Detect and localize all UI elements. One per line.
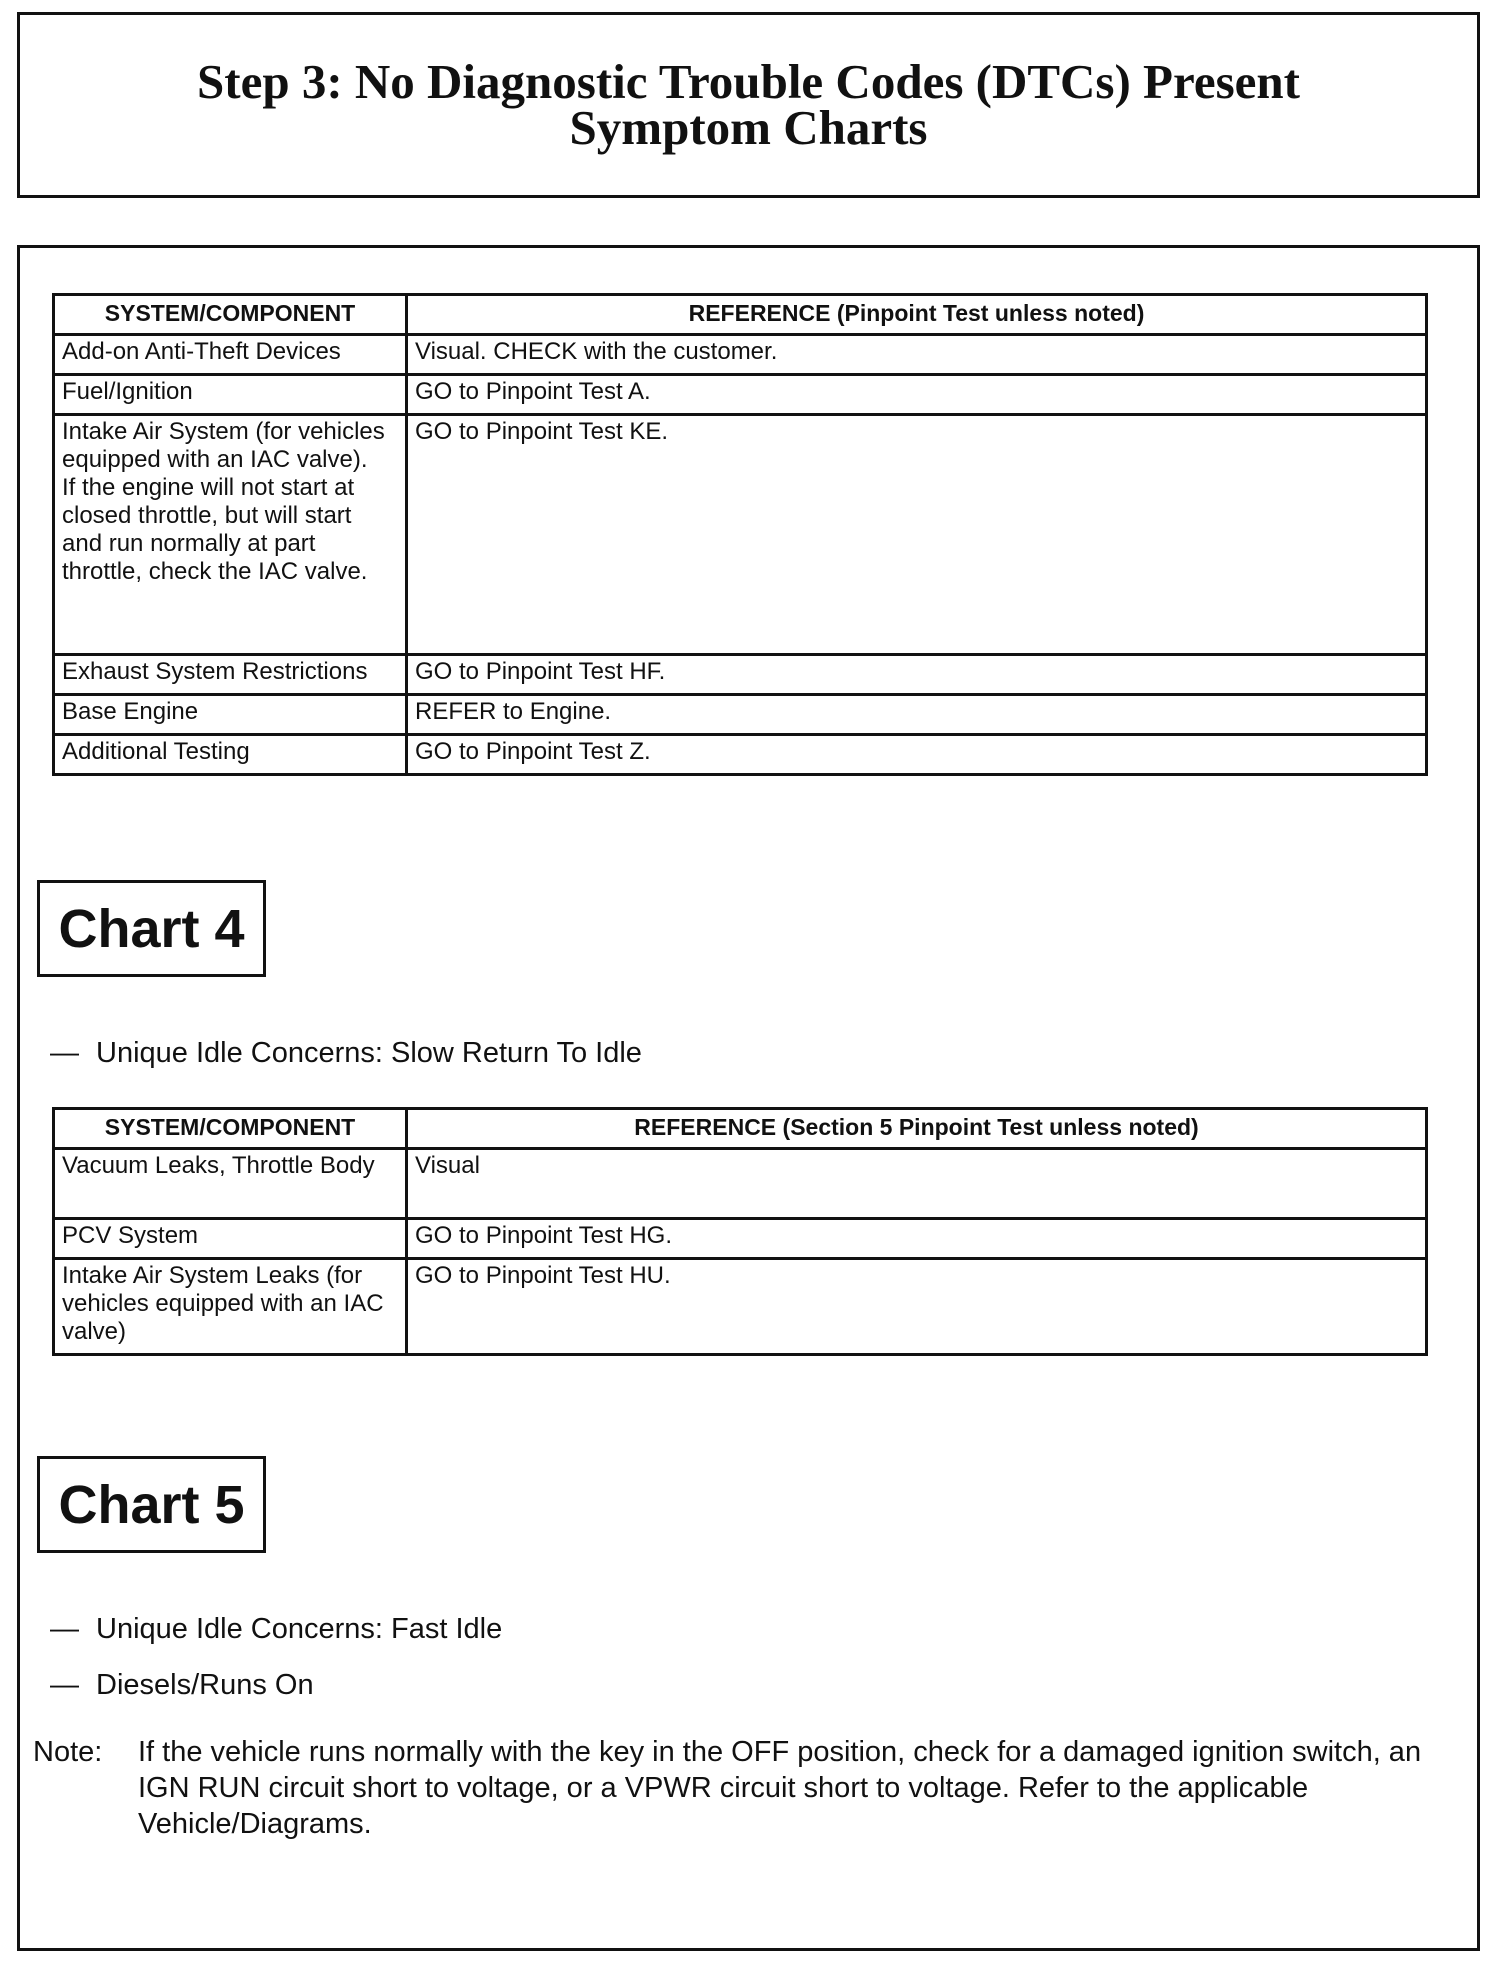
table-row	[54, 695, 1427, 735]
chart-5-concern-1	[50, 1612, 502, 1646]
page-title: Step 3: No Diagnostic Trouble Codes (DTCs) Present	[197, 54, 1300, 109]
dash-glyph: —	[50, 1037, 79, 1069]
chart-5-concern-2	[50, 1668, 314, 1702]
reference-cell: REFER to Engine.	[407, 695, 1427, 735]
table-header-reference: REFERENCE (Section 5 Pinpoint Test unless noted)	[407, 1109, 1427, 1149]
dash-glyph: —	[50, 1669, 79, 1701]
chart-4-label: Chart 4	[37, 880, 266, 977]
table-row	[54, 1149, 1427, 1219]
component-cell: PCV System	[54, 1219, 407, 1259]
table-row	[54, 655, 1427, 695]
symptom-table-1	[52, 293, 1428, 776]
page-title-box	[17, 12, 1480, 198]
component-cell: Intake Air System Leaks (for vehicles equipped with an IAC valve)	[54, 1259, 407, 1355]
reference-cell: GO to Pinpoint Test HU.	[407, 1259, 1427, 1355]
note-text: If the vehicle runs normally with the key in the OFF position, check for a damaged ignition switch, an IGN RUN circuit short to voltage, or a VPWR circuit short to voltage. Refer to the applicable Vehicle/Diagrams.	[138, 1736, 1422, 1840]
table-header-component: SYSTEM/COMPONENT	[54, 1109, 407, 1149]
component-cell: Fuel/Ignition	[54, 375, 407, 415]
table-row	[54, 735, 1427, 775]
reference-cell: GO to Pinpoint Test KE.	[407, 415, 1427, 655]
chart-4-concern	[50, 1036, 642, 1070]
reference-cell: GO to Pinpoint Test Z.	[407, 735, 1427, 775]
reference-cell: Visual	[407, 1149, 1427, 1219]
table-header-reference: REFERENCE (Pinpoint Test unless noted)	[407, 295, 1427, 335]
component-cell: Vacuum Leaks, Throttle Body	[54, 1149, 407, 1219]
concern-text: Diesels/Runs On	[96, 1669, 314, 1701]
symptom-table-2	[52, 1107, 1428, 1356]
reference-cell: GO to Pinpoint Test HF.	[407, 655, 1427, 695]
concern-text: Unique Idle Concerns: Fast Idle	[96, 1613, 503, 1645]
table-row	[54, 415, 1427, 655]
component-note: If the engine will not start at closed throttle, but will start and run normally at part throttle, check the IAC valve.	[62, 474, 368, 585]
component-cell: Exhaust System Restrictions	[54, 655, 407, 695]
component-cell: Base Engine	[54, 695, 407, 735]
table-header-component: SYSTEM/COMPONENT	[54, 295, 407, 335]
component-cell	[54, 415, 407, 655]
reference-cell: Visual. CHECK with the customer.	[407, 335, 1427, 375]
table-row	[54, 1259, 1427, 1355]
chart-5-label: Chart 5	[37, 1456, 266, 1553]
table-row	[54, 375, 1427, 415]
component-text: Intake Air System (for vehicles equipped with an IAC valve).	[62, 418, 385, 473]
reference-cell: GO to Pinpoint Test HG.	[407, 1219, 1427, 1259]
note-block	[33, 1734, 1433, 1842]
table-row	[54, 1219, 1427, 1259]
table-row	[54, 335, 1427, 375]
component-cell: Additional Testing	[54, 735, 407, 775]
concern-text: Unique Idle Concerns: Slow Return To Idle	[96, 1037, 642, 1069]
component-cell: Add-on Anti-Theft Devices	[54, 335, 407, 375]
page-subtitle: Symptom Charts	[569, 100, 928, 155]
reference-cell: GO to Pinpoint Test A.	[407, 375, 1427, 415]
note-label: Note:	[33, 1736, 103, 1768]
dash-glyph: —	[50, 1613, 79, 1645]
